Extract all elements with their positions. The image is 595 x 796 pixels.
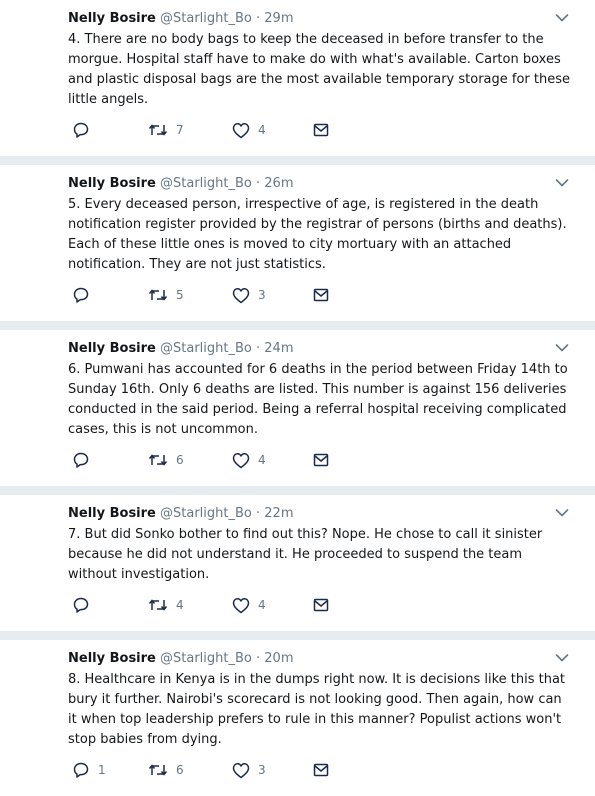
reply-icon — [72, 451, 90, 469]
chevron-down-icon[interactable] — [555, 508, 569, 518]
retweet-button[interactable] — [148, 120, 184, 140]
direct-message-button[interactable] — [313, 285, 329, 305]
chevron-down-icon[interactable] — [555, 653, 569, 663]
tweet[interactable] — [0, 330, 595, 486]
chevron-down-icon[interactable] — [555, 13, 569, 23]
like-count: 3 — [258, 288, 266, 302]
like-button[interactable] — [232, 760, 266, 780]
tweet-timestamp[interactable]: · 29m — [256, 11, 294, 26]
like-count: 4 — [258, 453, 266, 467]
tweet[interactable] — [0, 640, 595, 796]
retweet-icon — [148, 122, 168, 138]
tweet-header — [68, 505, 581, 522]
retweet-icon — [148, 287, 168, 303]
tweet-text: 8. Healthcare in Kenya is in the dumps right now. It is decisions like this that bury it further. Nairobi's scorecard is not looking good. Then again, how can it when top leadership prefers to rule in this manner? Populist actions won't stop babies from dying. — [68, 672, 566, 747]
heart-icon — [232, 122, 250, 139]
tweet-actions — [68, 595, 581, 631]
retweet-button[interactable] — [148, 285, 184, 305]
retweet-button[interactable] — [148, 595, 184, 615]
tweet[interactable] — [0, 165, 595, 321]
tweet[interactable] — [0, 495, 595, 631]
retweet-count: 6 — [176, 453, 184, 467]
envelope-icon — [313, 123, 329, 137]
retweet-button[interactable] — [148, 760, 184, 780]
like-button[interactable] — [232, 450, 266, 470]
tweet[interactable] — [0, 0, 595, 156]
tweet-text: 4. There are no body bags to keep the deceased in before transfer to the morgue. Hospital staff have to make do with what's available. Carton boxes and plastic disposal bags are the most available temporary storage for these little angels. — [68, 32, 571, 107]
tweet-actions — [68, 760, 581, 796]
chevron-down-icon[interactable] — [555, 343, 569, 353]
tweet-text: 7. But did Sonko bother to find out this? Nope. He chose to call it sinister because he did not understand it. He proceeded to suspend the team without investigation. — [68, 527, 543, 582]
author-name[interactable]: Nelly Bosire — [68, 506, 156, 521]
retweet-button[interactable] — [148, 450, 184, 470]
tweet-actions — [68, 285, 581, 321]
tweet-header — [68, 340, 581, 357]
tweet-timestamp[interactable]: · 22m — [256, 506, 294, 521]
retweet-count: 6 — [176, 763, 184, 777]
reply-icon — [72, 596, 90, 614]
author-handle[interactable]: @Starlight_Bo — [160, 651, 252, 666]
reply-button[interactable] — [72, 760, 106, 780]
retweet-count: 5 — [176, 288, 184, 302]
author-handle[interactable]: @Starlight_Bo — [160, 341, 252, 356]
heart-icon — [232, 452, 250, 469]
reply-button[interactable] — [72, 450, 98, 470]
envelope-icon — [313, 453, 329, 467]
retweet-icon — [148, 452, 168, 468]
reply-button[interactable] — [72, 120, 98, 140]
reply-button[interactable] — [72, 595, 98, 615]
tweet-header — [68, 10, 581, 27]
author-handle[interactable]: @Starlight_Bo — [160, 506, 252, 521]
like-button[interactable] — [232, 595, 266, 615]
reply-icon — [72, 761, 90, 779]
like-count: 4 — [258, 598, 266, 612]
author-name[interactable]: Nelly Bosire — [68, 341, 156, 356]
retweet-count: 7 — [176, 123, 184, 137]
tweet-actions — [68, 450, 581, 486]
tweet-timestamp[interactable]: · 24m — [256, 341, 294, 356]
direct-message-button[interactable] — [313, 450, 329, 470]
tweet-text: 5. Every deceased person, irrespective of age, is registered in the death notification register provided by the registrar of persons (births and deaths). Each of these little ones is moved to city mortuary with an attached notification. They are not just statistics. — [68, 197, 567, 272]
retweet-icon — [148, 762, 168, 778]
like-count: 4 — [258, 123, 266, 137]
reply-icon — [72, 286, 90, 304]
tweet-text: 6. Pumwani has accounted for 6 deaths in the period between Friday 14th to Sunday 16th. Only 6 deaths are listed. This number is against 156 deliveries conducted in the said period. Being a referral hospital receiving complicated cases, this is not uncommon. — [68, 362, 568, 437]
reply-button[interactable] — [72, 285, 98, 305]
like-count: 3 — [258, 763, 266, 777]
envelope-icon — [313, 288, 329, 302]
tweet-actions — [68, 120, 581, 156]
retweet-count: 4 — [176, 598, 184, 612]
envelope-icon — [313, 763, 329, 777]
tweet-header — [68, 175, 581, 192]
reply-icon — [72, 121, 90, 139]
retweet-icon — [148, 597, 168, 613]
direct-message-button[interactable] — [313, 595, 329, 615]
heart-icon — [232, 762, 250, 779]
author-name[interactable]: Nelly Bosire — [68, 651, 156, 666]
direct-message-button[interactable] — [313, 760, 329, 780]
heart-icon — [232, 597, 250, 614]
heart-icon — [232, 287, 250, 304]
tweet-timestamp[interactable]: · 20m — [256, 651, 294, 666]
chevron-down-icon[interactable] — [555, 178, 569, 188]
like-button[interactable] — [232, 285, 266, 305]
author-handle[interactable]: @Starlight_Bo — [160, 176, 252, 191]
author-handle[interactable]: @Starlight_Bo — [160, 11, 252, 26]
author-name[interactable]: Nelly Bosire — [68, 11, 156, 26]
tweet-header — [68, 650, 581, 667]
envelope-icon — [313, 598, 329, 612]
reply-count: 1 — [98, 763, 106, 777]
like-button[interactable] — [232, 120, 266, 140]
author-name[interactable]: Nelly Bosire — [68, 176, 156, 191]
direct-message-button[interactable] — [313, 120, 329, 140]
tweet-timestamp[interactable]: · 26m — [256, 176, 294, 191]
